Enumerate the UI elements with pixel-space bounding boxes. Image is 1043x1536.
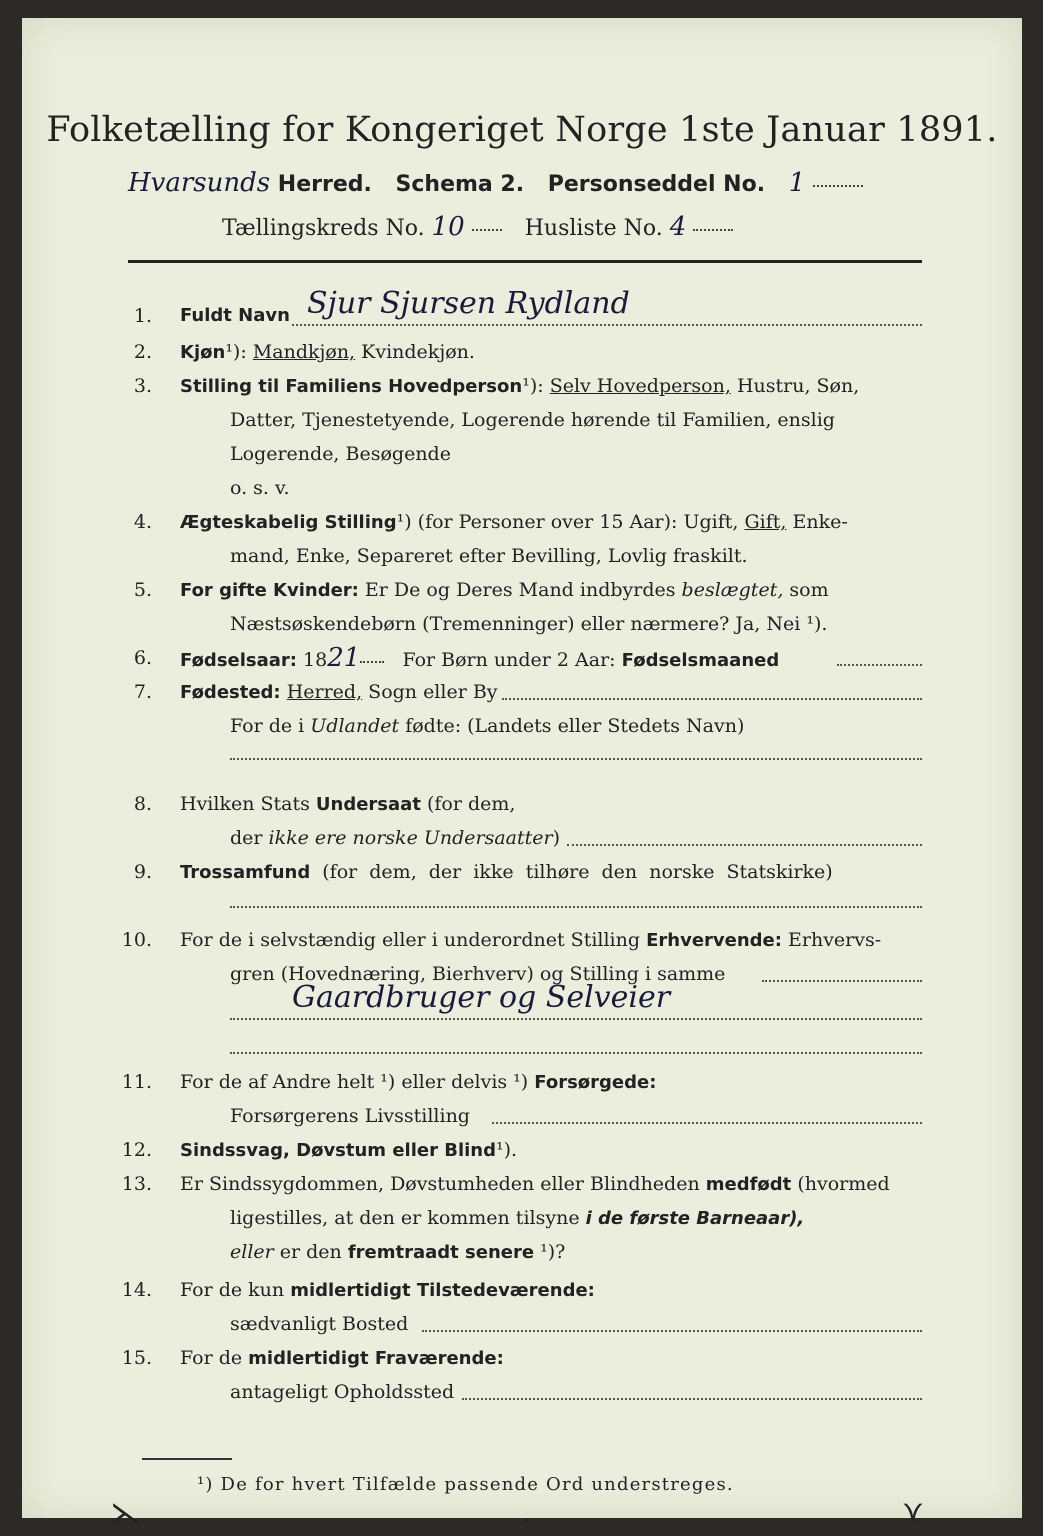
item-detail: ligestilles, at den er kommen tilsyne (230, 1207, 580, 1229)
item-text (180, 642, 779, 677)
item-text (180, 1168, 890, 1201)
item-text (180, 1342, 504, 1375)
item-label: Trossamfund (180, 862, 311, 883)
item-text (180, 676, 498, 709)
item-detail: fødte: (Landets eller Stedets Navn) (405, 715, 745, 737)
item-text (180, 370, 859, 403)
personseddel-dots (813, 184, 863, 187)
item-label: Ægteskabelig Stilling (180, 512, 397, 533)
occupation-dotline-3 (230, 1052, 922, 1054)
footnote-ref: ¹) (396, 511, 412, 533)
item-number: 7. (133, 681, 152, 703)
item-number: 10. (121, 929, 152, 951)
item-14-line-2: sædvanligt Bosted (230, 1313, 409, 1335)
item-detail: ) (552, 827, 561, 849)
item-10-line-2: gren (Hovednæring, Bierhverv) og Stilling i samme (230, 963, 726, 985)
item-label: medfødt (705, 1174, 792, 1195)
item-detail: For de (180, 1347, 243, 1369)
item-number: 4. (133, 511, 152, 533)
item-detail: Hvilken Stats (180, 793, 310, 815)
item-3-line-2: Datter, Tjenestetyende, Logerende hørende til Familien, enslig (230, 409, 835, 431)
item-13-line-2 (230, 1202, 804, 1235)
item-label: Fødested: (180, 682, 281, 703)
item-text (180, 856, 833, 889)
footnote-ref: ¹): (225, 341, 247, 363)
kreds-label: Tællingskreds No. (222, 216, 425, 241)
kreds-dots (472, 228, 502, 231)
item-1 (22, 286, 1022, 332)
item-4-line-2: mand, Enke, Separeret efter Bevilling, Lovlig fraskilt. (230, 545, 748, 567)
item-detail: (for dem, der ikke tilhøre den norske Statskirke) (322, 861, 833, 883)
item-detail: (hvormed (797, 1173, 890, 1195)
item-emphasis: ikke ere norske Undersaatter (268, 827, 553, 849)
corner-mark-center: ‸ (522, 1498, 530, 1523)
item-label: midlertidigt Tilstedeværende: (290, 1280, 595, 1301)
header-rule (128, 260, 922, 263)
occupation-value: Gaardbruger og Selveier (292, 980, 671, 1015)
corner-mark-left: ⋋ (110, 1496, 140, 1531)
item-label: For gifte Kvinder: (180, 580, 359, 601)
item-text (180, 788, 515, 821)
option-selected: Mandkjøn, (252, 341, 356, 363)
item-label: Erhvervende: (646, 930, 782, 951)
herred-label: Herred. (277, 172, 372, 197)
item-label: Undersaat (315, 794, 421, 815)
herred-value: Hvarsunds (128, 168, 271, 198)
item-label: midlertidigt Fraværende: (248, 1348, 504, 1369)
item-detail: For Børn under 2 Aar: (402, 649, 616, 671)
item-text (180, 336, 475, 369)
item-text (180, 1134, 517, 1167)
item-detail: Erhvervs- (788, 929, 882, 951)
item-number: 11. (121, 1071, 152, 1093)
item-detail: (for Personer over 15 Aar): Ugift, (417, 511, 739, 533)
corner-mark-right: ⋎ (902, 1494, 924, 1529)
schema-label: Schema 2. (395, 172, 525, 197)
item-3-line-4: o. s. v. (230, 477, 290, 499)
item-detail: der (230, 827, 263, 849)
kreds-line (222, 212, 733, 242)
item-label: Fødselsmaaned (621, 650, 780, 671)
item-13-line-3 (230, 1236, 565, 1269)
item-detail: For de af Andre helt ¹) eller delvis ¹) (180, 1071, 529, 1093)
footnote: ¹) De for hvert Tilfælde passende Ord understreges. (197, 1474, 734, 1495)
birthplace-dotline (502, 698, 922, 700)
item-number: 12. (121, 1139, 152, 1161)
stay-location-dotline (462, 1398, 922, 1400)
supporter-dotline (492, 1122, 922, 1124)
option: Kvindekjøn. (361, 341, 475, 363)
item-label: Sindssvag, Døvstum eller Blind (180, 1140, 496, 1161)
footnote-rule (142, 1458, 232, 1460)
form-title: Folketælling for Kongeriget Norge 1ste Januar 1891. (46, 110, 998, 150)
item-detail: For de i selvstændig eller i underordnet Stilling (180, 929, 641, 951)
item-number: 15. (121, 1347, 152, 1369)
item-5-line-2: Næstsøskendebørn (Tremenninger) eller nærmere? Ja, Nei ¹). (230, 613, 828, 635)
item-detail: (for dem, (426, 793, 516, 815)
item-number: 8. (133, 793, 152, 815)
footnote-ref: ¹)? (540, 1241, 566, 1263)
year-prefix: 18 (303, 649, 328, 671)
option-selected: Gift, (744, 511, 787, 533)
item-detail: For de kun (180, 1279, 285, 1301)
item-text (180, 1066, 656, 1099)
husliste-label: Husliste No. (524, 216, 663, 241)
item-text (180, 506, 848, 539)
personseddel-value: 1 (788, 168, 806, 198)
item-detail: For de i (230, 715, 305, 737)
item-label: Fødselsaar: (180, 650, 297, 671)
census-form-page (22, 18, 1022, 1531)
option: Enke- (792, 511, 848, 533)
religion-dotline (230, 906, 922, 908)
item-text (180, 1274, 595, 1307)
name-dotline (292, 324, 922, 326)
personseddel-label: Personseddel No. (547, 172, 766, 197)
occupation-dotline-2 (230, 1018, 922, 1020)
item-detail: er den (279, 1241, 342, 1263)
item-emphasis: Udlandet (310, 715, 400, 737)
item-label: Forsørgede: (534, 1072, 657, 1093)
herred-line (128, 168, 863, 198)
husliste-value: 4 (669, 212, 687, 242)
footnote-ref: ¹). (495, 1139, 518, 1161)
option: Hustru, Søn, (736, 375, 860, 397)
item-label: fremtraadt senere (347, 1242, 535, 1263)
item-number: 3. (133, 375, 152, 397)
option-selected: Selv Hovedperson, (549, 375, 731, 397)
footnote-ref: ¹): (522, 375, 544, 397)
item-label: Stilling til Familiens Hovedperson (180, 376, 523, 397)
occupation-dotline-1 (762, 980, 922, 982)
item-number: 5. (133, 579, 152, 601)
item-detail: som (789, 579, 829, 601)
item-11-line-2: Forsørgerens Livsstilling (230, 1105, 470, 1127)
item-number: 13. (121, 1173, 152, 1195)
item-detail: Er De og Deres Mand indbyrdes (364, 579, 676, 601)
item-text (180, 574, 829, 607)
foreign-birthplace-dotline (230, 758, 922, 760)
item-8-line-2 (230, 822, 560, 854)
item-text (180, 924, 881, 957)
item-emphasis: i de første Barneaar), (585, 1208, 805, 1229)
name-value: Sjur Sjursen Rydland (307, 286, 630, 321)
item-15-line-2: antageligt Opholdssted (230, 1381, 455, 1403)
husliste-dots (693, 228, 733, 231)
nationality-dotline (567, 844, 922, 846)
item-emphasis: eller (230, 1241, 274, 1263)
item-label: Kjøn (180, 342, 226, 363)
option: Sogn eller By (368, 681, 498, 703)
item-3-line-3: Logerende, Besøgende (230, 443, 451, 465)
item-7-line-2 (230, 710, 744, 742)
item-number: 2. (133, 341, 152, 363)
option-selected: Herred, (286, 681, 363, 703)
item-number: 9. (133, 861, 152, 883)
usual-residence-dotline (422, 1330, 922, 1332)
birth-year-value: 21 (327, 643, 361, 673)
year-dots (360, 660, 384, 663)
item-number: 6. (133, 647, 152, 669)
item-number: 14. (121, 1279, 152, 1301)
item-label: Fuldt Navn (180, 305, 290, 326)
month-dotline (837, 664, 922, 666)
kreds-value: 10 (431, 212, 465, 242)
item-number: 1. (133, 305, 152, 327)
item-detail: Er Sindssygdommen, Døvstumheden eller Blindheden (180, 1173, 700, 1195)
item-emphasis: beslægtet, (681, 579, 784, 601)
